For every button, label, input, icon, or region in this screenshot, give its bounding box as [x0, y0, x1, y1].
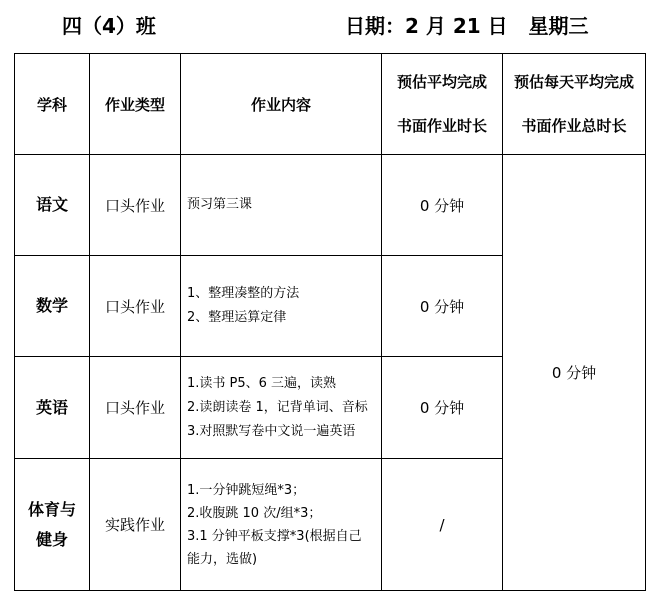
- col-type: 作业类型: [90, 54, 181, 155]
- est-time-cell: 0 分钟: [382, 155, 503, 256]
- est-time-cell: /: [382, 459, 503, 591]
- header: [0, 8, 660, 38]
- content-line: 3.对照默写卷中文说一遍英语: [187, 423, 356, 439]
- content-line: 1、整理凑整的方法: [187, 286, 300, 301]
- header-row: [15, 54, 646, 155]
- content-line: 2、整理运算定律: [187, 310, 287, 325]
- type-cell: 实践作业: [90, 459, 181, 591]
- table-row: [15, 155, 646, 256]
- est-time-cell: 0 分钟: [382, 256, 503, 357]
- subject-cell: 语文: [15, 155, 90, 256]
- est-time-cell: 0 分钟: [382, 357, 503, 459]
- col-content: 作业内容: [181, 54, 382, 155]
- col-est-time: [382, 54, 503, 155]
- subject-line: 健身: [35, 529, 68, 549]
- content-cell: [181, 155, 382, 256]
- content-line: 2.收腹跳 10 次/组*3；: [187, 505, 322, 521]
- content-line: 3.1 分钟平板支撑*3(根据自己: [187, 528, 362, 544]
- content-line: 预习第三课: [187, 197, 253, 212]
- content-cell: [181, 459, 382, 591]
- class-title: 四（4）班: [62, 14, 156, 38]
- content-line: 1.读书 P5、6 三遍，读熟: [187, 375, 337, 391]
- daily-total-cell: 0 分钟: [503, 155, 646, 591]
- subject-line: 体育与: [27, 499, 76, 519]
- col-est-time-line-1: 预估平均完成: [396, 73, 487, 91]
- homework-table: [14, 53, 646, 591]
- type-cell: 口头作业: [90, 256, 181, 357]
- subject-cell: 英语: [15, 357, 90, 459]
- col-daily-total: [503, 54, 646, 155]
- type-cell: 口头作业: [90, 155, 181, 256]
- col-daily-total-line-2: 书面作业总时长: [521, 117, 627, 135]
- col-daily-total-line-1: 预估每天平均完成: [513, 73, 634, 91]
- col-est-time-line-2: 书面作业时长: [396, 117, 487, 135]
- content-line: 1.一分钟跳短绳*3；: [187, 482, 306, 498]
- col-subject: 学科: [15, 54, 90, 155]
- content-cell: [181, 256, 382, 357]
- content-cell: [181, 357, 382, 459]
- type-cell: 口头作业: [90, 357, 181, 459]
- subject-cell: [15, 459, 90, 591]
- content-line: 能力，选做): [187, 551, 258, 567]
- subject-cell: 数学: [15, 256, 90, 357]
- content-line: 2.读朗读卷 1，记背单词、音标: [187, 399, 368, 415]
- date-line: 日期：2 月 21 日 星期三: [345, 14, 589, 38]
